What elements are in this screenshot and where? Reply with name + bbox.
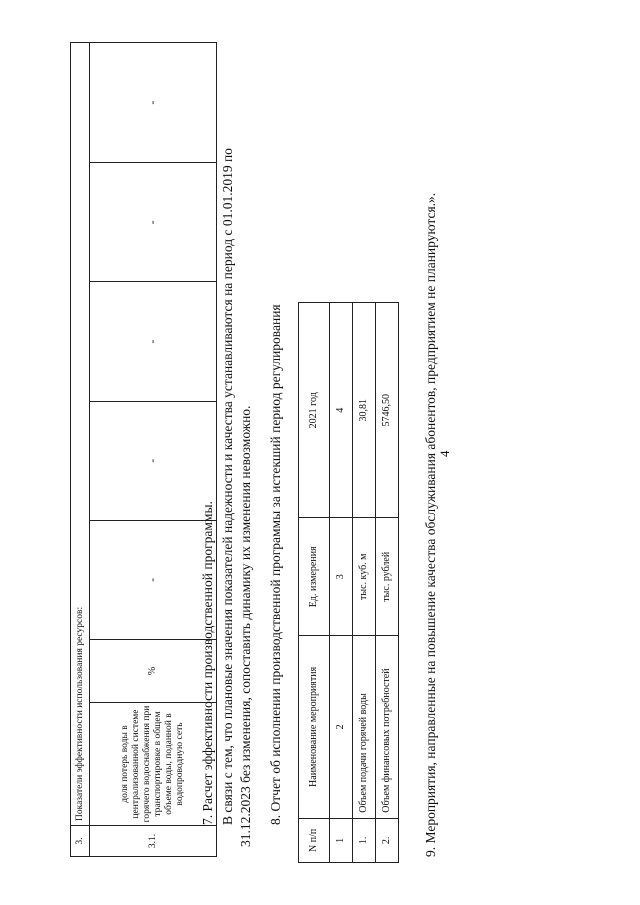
section9-text: 9. Мероприятия, направленные на повышение качества обслуживания абонентов, предприятием не планируются.». [423,192,438,857]
section-number: 3. [71,826,90,857]
table-row [376,303,399,863]
program-execution-table [298,302,399,863]
row-name: Объем подачи горячей воды [353,636,376,819]
row-indicator-name: доля потерь воды в централизованной системе горячего водоснабжения при транспортировке в общем объеме воды, поданной в водопроводную сеть [90,703,217,826]
row-number: 1. [353,818,376,862]
row-number: 2. [376,818,399,862]
row-value: - [90,401,217,520]
table-row [353,303,376,863]
table-header-row [299,303,330,863]
section7-heading: 7. Расчет эффективности производственной программы. [200,501,215,825]
row-name: Объем финансовых потребностей [376,636,399,819]
row-unit: тыс. куб. м [353,518,376,636]
row-value: - [90,520,217,639]
section-title: Показатели эффективности использования ресурсов: [71,43,90,826]
row-value: 30,81 [353,303,376,518]
row-value: - [90,282,217,401]
table-index-row [330,303,353,863]
index-cell: 1 [330,818,353,862]
header-number: N п/п [299,818,330,862]
section7-line2: 31.12.2023 без изменения, сопоставить динамику их изменения невозможно. [238,405,253,847]
page-number: 4 [437,450,452,457]
row-value: - [90,43,217,163]
row-value: 5746,50 [376,303,399,518]
table-section-row [71,43,90,857]
index-cell: 3 [330,518,353,636]
header-year: 2021 год [299,303,330,518]
header-unit: Ед. измерения [299,518,330,636]
row-value: - [90,163,217,282]
table-row [90,43,217,857]
header-name: Наименование мероприятия [299,636,330,819]
section8-heading: 8. Отчет об исполнении производственной программы за истекший период регулирования [268,304,283,825]
row-unit: % [90,640,217,703]
index-cell: 2 [330,636,353,819]
row-number: 3.1. [90,826,217,857]
section7-line1: В связи с тем, что плановые значения показателей надежности и качества устанавливаются на период с 01.01.2019 по [220,148,235,825]
resource-efficiency-table [70,42,217,857]
index-cell: 4 [330,303,353,518]
row-unit: тыс. рублей [376,518,399,636]
